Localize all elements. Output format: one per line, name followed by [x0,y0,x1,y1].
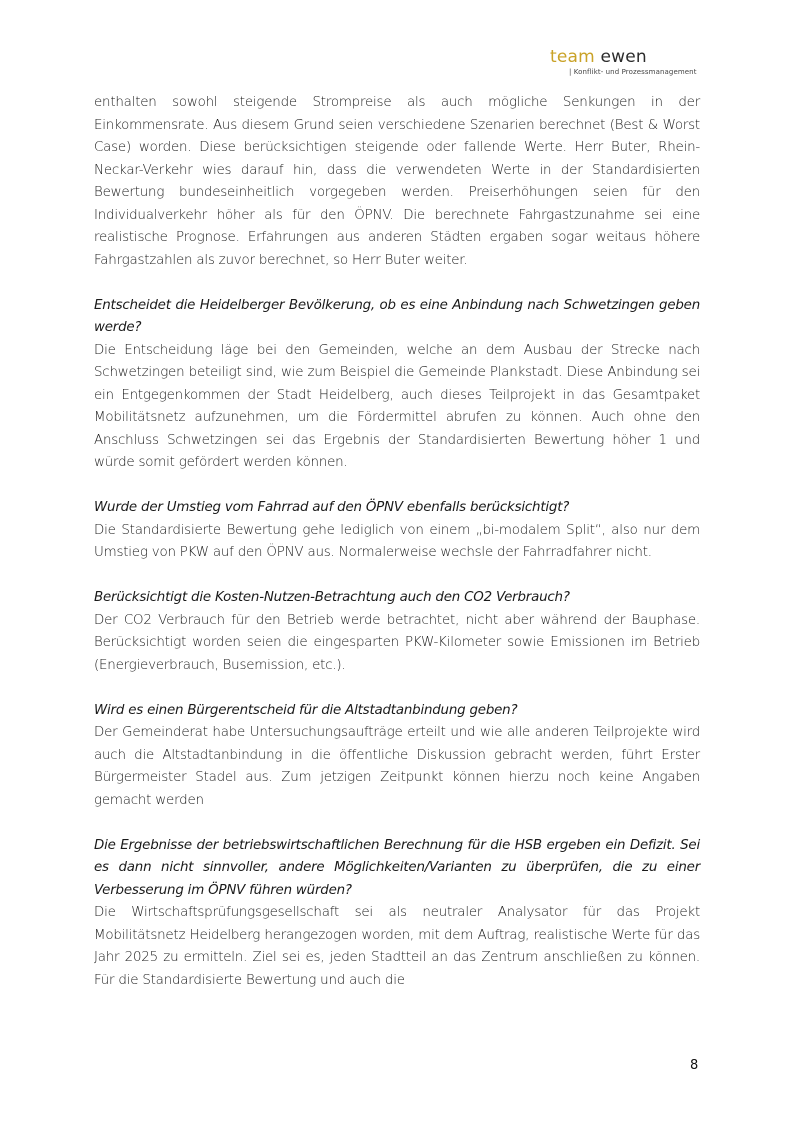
question-heading: Berücksichtigt die Kosten-Nutzen-Betrachtung auch den CO2 Verbrauch? [94,590,570,605]
text-block-continuation [94,92,700,272]
paragraph-answer: Die Standardisierte Bewertung gehe lediglich von einem „bi-modalem Split“, also nur dem Umstieg von PKW auf den ÖPNV aus. Normalerweise wechsle der Fahrradfahrer nicht. [94,522,700,560]
qa-block [94,497,700,565]
question-heading: Entscheidet die Heidelberger Bevölkerung, ob es eine Anbindung nach Schwetzingen geben werde? [94,297,700,335]
logo-team-text: team [550,47,595,67]
paragraph-answer: enthalten sowohl steigende Strompreise als auch mögliche Senkungen in der Einkommensrate. Aus diesem Grund seien verschiedene Szenarien berechnet (Best & Worst Case) worden. Diese berücksichtigen steigende oder fallende Werte. Herr Buter, Rhein-Neckar-Verkehr wies darauf hin, dass die verwendeten Werte in der Standardisierten Bewertung bundeseinheitlich vorgegeben werden. Preiserhöhungen seien für den Individualverkehr höher als für den ÖPNV. Die berechnete Fahrgastzunahme sei eine realistische Prognose. Erfahrungen aus anderen Städten ergaben sogar weitaus höhere Fahrgastzahlen als zuvor berechnet, so Herr Buter weiter. [94,95,700,268]
paragraph-answer: Der CO2 Verbrauch für den Betrieb werde betrachtet, nicht aber während der Bauphase. Berücksichtigt worden seien die eingesparten PKW-Kilometer sowie Emissionen im Betrieb (Energieverbrauch, Busemission, etc.). [94,612,700,673]
document-body [94,92,700,1015]
question-heading: Wurde der Umstieg vom Fahrrad auf den ÖPNV ebenfalls berücksichtigt? [94,500,570,515]
company-logo [550,48,710,76]
page-number: 8 [690,1058,699,1073]
qa-block [94,835,700,993]
logo-subtitle: | Konflikt- und Prozessmanagement [569,68,697,76]
qa-block [94,700,700,813]
logo-wordmark [550,48,710,66]
question-heading: Die Ergebnisse der betriebswirtschaftlichen Berechnung für die HSB ergeben ein Defizit. Sei es dann nicht sinnvoller, andere Möglichkeiten/Varianten zu überprüfen, die zu einer Verbesserung im ÖPNV führen würden? [94,837,700,898]
paragraph-answer: Die Wirtschaftsprüfungsgesellschaft sei als neutraler Analysator für das Projekt Mobilitätsnetz Heidelberg herangezogen worden, mit dem Auftrag, realistische Werte für das Jahr 2025 zu ermitteln. Ziel sei es, jeden Stadtteil an das Zentrum anschließen zu können. Für die Standardisierte Bewertung und auch die [94,905,700,988]
question-heading: Wird es einen Bürgerentscheid für die Altstadtanbindung geben? [94,702,518,718]
logo-ewen-text: ewen [594,47,647,67]
qa-block [94,587,700,677]
qa-block [94,295,700,475]
paragraph-answer: Der Gemeinderat habe Untersuchungsaufträge erteilt und wie alle anderen Teilprojekte wird auch die Altstadtanbindung in die öffentliche Diskussion gebracht werden, führt Erster Bürgermeister Stadel aus. Zum jetzigen Zeitpunkt können hierzu noch keine Angaben gemacht werden [94,725,700,808]
paragraph-answer: Die Entscheidung läge bei den Gemeinden, welche an dem Ausbau der Strecke nach Schwetzingen beteiligt sind, wie zum Beispiel die Gemeinde Plankstadt. Diese Anbindung sei ein Entgegenkommen der Stadt Heidelberg, auch dieses Teilprojekt in das Gesamtpaket Mobilitätsnetz aufzunehmen, um die Fördermittel abrufen zu können. Auch ohne den Anschluss Schwetzingen sei das Ergebnis der Standardisierten Bewertung höher 1 und würde somit gefördert werden können. [94,342,700,470]
